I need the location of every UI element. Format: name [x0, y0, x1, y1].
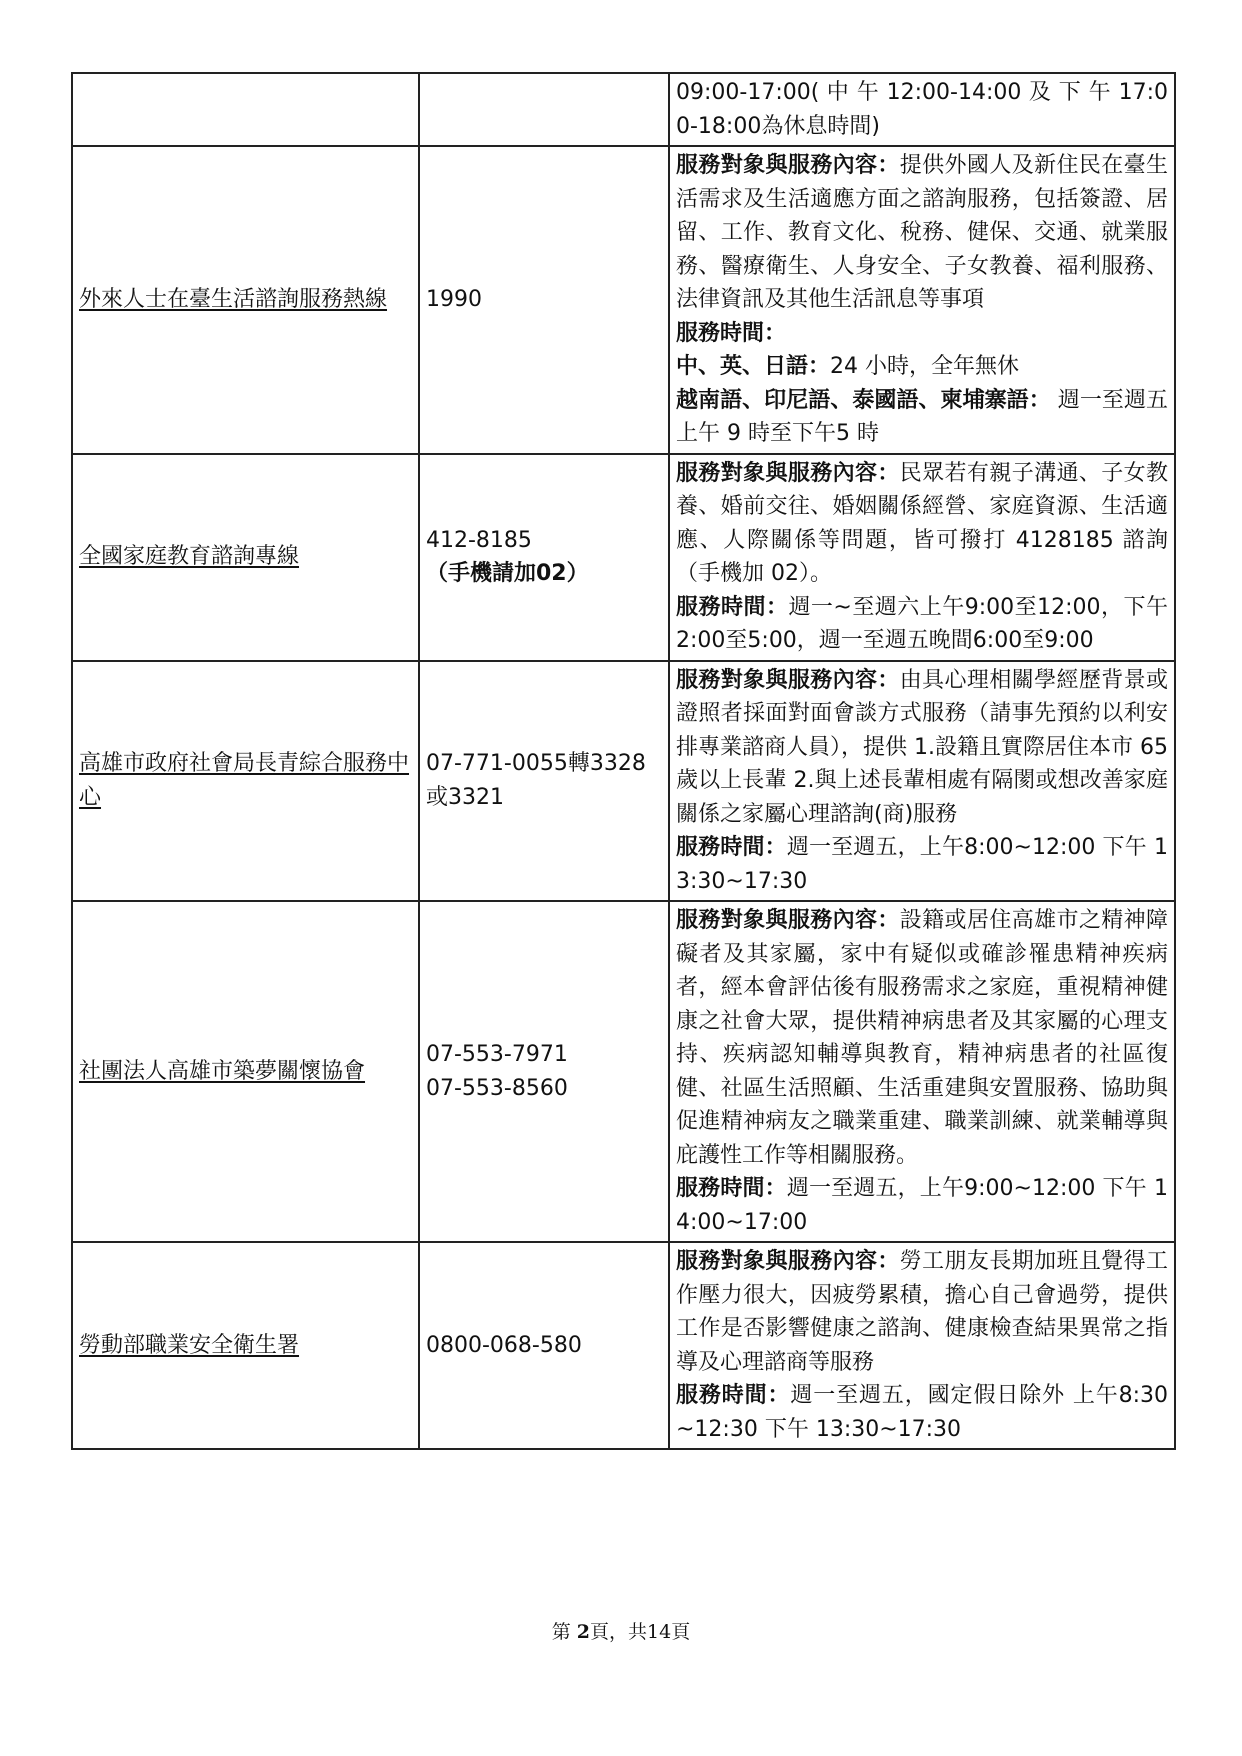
table-row — [72, 661, 1175, 902]
service-name-cell — [72, 146, 419, 454]
description-cell — [669, 146, 1175, 454]
description-text: 提供外國人及新住民在臺生活需求及生活適應方面之諮詢服務，包括簽證、居留、工作、教育文化、稅務、健保、交通、就業服務、醫療衛生、人身安全、子女教養、福利服務、法律資訊及其他生活訊息等事項 — [676, 153, 1168, 312]
table-body — [72, 73, 1175, 1449]
description-text: 24 小時，全年無休 — [830, 354, 1020, 379]
service-name-link[interactable]: 勞動部職業安全衛生署 — [79, 1332, 300, 1358]
service-name-cell — [72, 454, 419, 661]
description-cell — [669, 901, 1175, 1242]
table-row — [72, 1242, 1175, 1449]
description-text: 09:00-17:00( 中 午 12:00-14:00 及 下 午 17:00-18:00為休息時間) — [676, 80, 1168, 139]
description-paragraph — [676, 76, 1168, 143]
description-paragraph — [676, 350, 1168, 384]
phone-number-alt: 或3321 — [426, 784, 504, 810]
description-paragraph — [676, 904, 1168, 1172]
service-name-cell — [72, 901, 419, 1242]
description-cell — [669, 1242, 1175, 1449]
phone-number-alt: 07-553-8560 — [426, 1075, 568, 1101]
service-name-cell — [72, 73, 419, 146]
description-text: 週一至週五上午 9 時至下午5 時 — [676, 387, 1168, 446]
phone-cell — [419, 661, 669, 902]
description-paragraph — [676, 591, 1168, 658]
description-paragraph — [676, 1172, 1168, 1239]
description-text: 週一至週五，上午8:00~12:00 下午 13:30~17:30 — [676, 835, 1168, 894]
phone-cell — [419, 146, 669, 454]
phone-number: 0800-068-580 — [426, 1332, 582, 1358]
description-label: 服務時間： — [676, 594, 789, 620]
description-text: 由具心理相關學經歷背景或證照者採面對面會談方式服務（請事先預約以利安排專業諮商人員），提供 1.設籍且實際居住本市 65 歲以上長輩 2.與上述長輩相處有隔閡或想改善家庭關係之家屬心理諮詢(商)服務 — [676, 667, 1168, 827]
description-text: 設籍或居住高雄市之精神障礙者及其家屬，家中有疑似或確診罹患精神疾病者，經本會評估後有服務需求之家庭，重視精神健康之社會大眾，提供精神病患者及其家屬的心理支持、疾病認知輔導與教育，精神病患者的社區復健、社區生活照顧、生活重建與安置服務、協助與促進精神病友之職業重建、職業訓練、就業輔導與庇護性工作等相關服務。 — [676, 908, 1168, 1168]
phone-cell — [419, 1242, 669, 1449]
description-text: 週一至週五，國定假日除外 上午8:30~12:30 下午 13:30~17:30 — [676, 1383, 1168, 1442]
description-text: 勞工朋友長期加班且覺得工作壓力很大，因疲勞累積，擔心自己會過勞，提供工作是否影響健康之諮詢、健康檢查結果異常之指導及心理諮商等服務 — [676, 1249, 1168, 1375]
phone-number: 07-771-0055轉3328 — [426, 751, 646, 777]
description-label: 服務對象與服務內容： — [676, 460, 900, 486]
description-label: 服務時間： — [676, 1383, 791, 1408]
footer-prefix: 第 — [551, 1621, 577, 1643]
service-name-link[interactable]: 全國家庭教育諮詢專線 — [79, 544, 300, 570]
table-row — [72, 146, 1175, 454]
current-page-number: 2 — [576, 1621, 591, 1643]
phone-cell — [419, 901, 669, 1242]
service-name-link[interactable]: 高雄市政府社會局長青綜合服務中心 — [79, 751, 410, 810]
description-label: 服務時間： — [676, 1176, 787, 1201]
description-paragraph — [676, 664, 1168, 832]
description-paragraph — [676, 384, 1168, 451]
service-name-link[interactable]: 社團法人高雄市築夢關懷協會 — [79, 1058, 366, 1084]
description-text: 週一至週五，上午9:00~12:00 下午 14:00~17:00 — [676, 1176, 1168, 1235]
description-paragraph — [676, 149, 1168, 317]
description-paragraph — [676, 831, 1168, 898]
description-label: 服務對象與服務內容： — [676, 667, 900, 693]
service-name-cell — [72, 661, 419, 902]
description-label: 服務對象與服務內容： — [676, 1249, 900, 1274]
description-paragraph — [676, 457, 1168, 591]
description-cell — [669, 661, 1175, 902]
description-paragraph — [676, 317, 1168, 351]
footer-middle: 頁，共 — [590, 1621, 648, 1643]
phone-number: 412-8185 — [426, 527, 532, 553]
table-row — [72, 454, 1175, 661]
service-name-cell — [72, 1242, 419, 1449]
description-label: 服務對象與服務內容： — [676, 908, 900, 933]
phone-cell — [419, 454, 669, 661]
phone-note: （手機請加02） — [426, 561, 589, 586]
description-label: 越南語、印尼語、泰國語、柬埔寨語： — [676, 387, 1051, 413]
description-label: 中、英、日語： — [676, 354, 831, 379]
description-label: 服務時間： — [676, 320, 787, 346]
service-name-link[interactable]: 外來人士在臺生活諮詢服務熱線 — [79, 287, 388, 312]
table-row — [72, 73, 1175, 146]
phone-cell — [419, 73, 669, 146]
total-page-number: 14 — [647, 1621, 672, 1643]
table-row — [72, 901, 1175, 1242]
description-text: 民眾若有親子溝通、子女教養、婚前交往、婚姻關係經營、家庭資源、生活適應、人際關係等問題，皆可撥打 4128185 諮詢（手機加 02）。 — [676, 460, 1168, 586]
description-cell — [669, 73, 1175, 146]
description-paragraph — [676, 1245, 1168, 1379]
page-footer — [0, 1617, 1242, 1644]
service-hotline-table — [71, 72, 1176, 1450]
description-label: 服務對象與服務內容： — [676, 153, 900, 178]
description-cell — [669, 454, 1175, 661]
description-paragraph — [676, 1379, 1168, 1446]
description-text: 週一~至週六上午9:00至12:00，下午2:00至5:00，週一至週五晚間6:00至9:00 — [676, 594, 1168, 653]
phone-number: 07-553-7971 — [426, 1042, 568, 1067]
phone-number: 1990 — [426, 287, 482, 312]
footer-suffix: 頁 — [671, 1621, 691, 1643]
description-label: 服務時間： — [676, 835, 787, 860]
